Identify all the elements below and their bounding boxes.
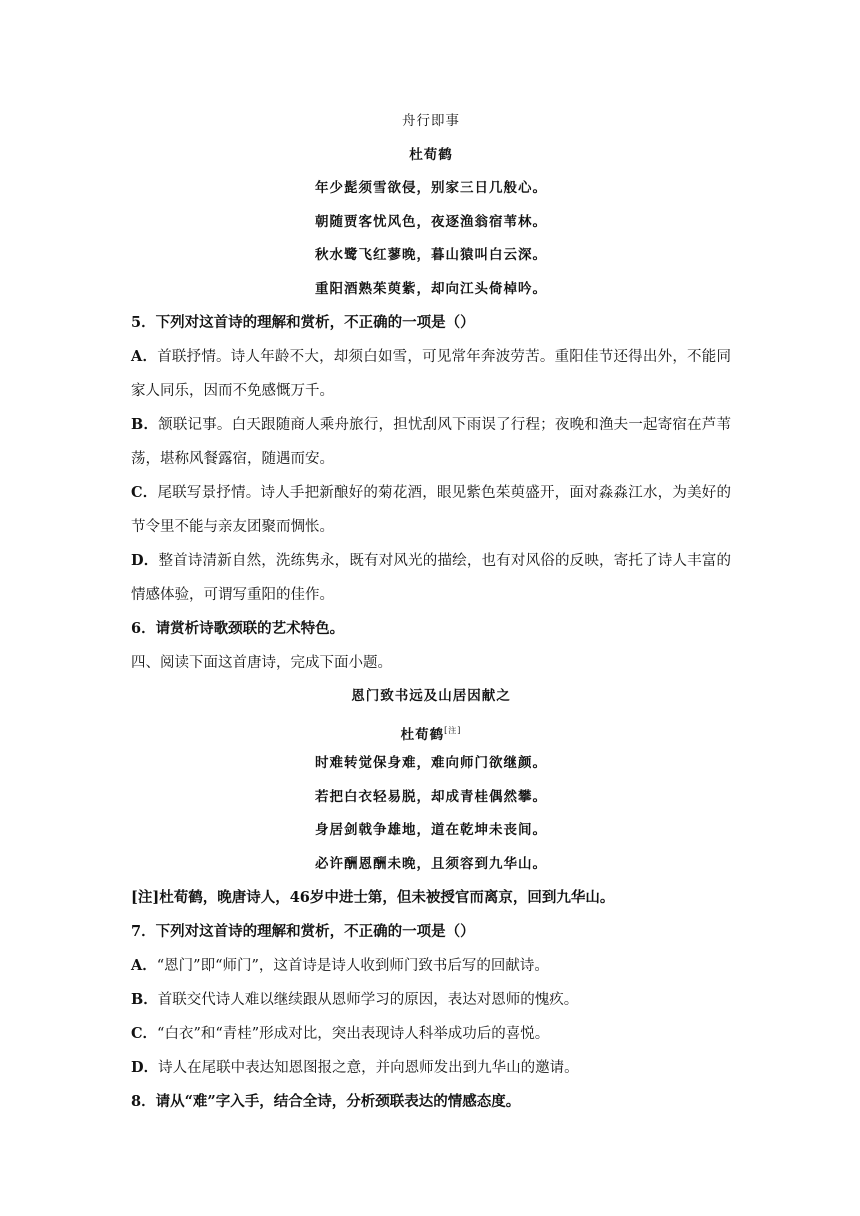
question-6-stem: 6．请赏析诗歌颈联的艺术特色。 — [131, 620, 345, 637]
question-5-option-c — [131, 476, 731, 544]
poem2-note: [注]杜荀鹤，晚唐诗人，46岁中进士第，但未被授官而离京，回到九华山。 — [131, 889, 615, 906]
option-text: “白衣”和“青桂”形成对比，突出表现诗人科举成功后的喜悦。 — [157, 1026, 550, 1042]
poem2-line: 必许酬恩酬未晚，且须容到九华山。 — [315, 855, 547, 872]
option-text: 颔联记事。白天跟随商人乘舟旅行，担忧刮风下雨误了行程；夜晚和渔夫一起寄宿在芦苇荡，堪称风餐露宿，随遇而安。 — [131, 417, 732, 467]
option-text: “恩门”即“师门”，这首诗是诗人收到师门致书后写的回献诗。 — [156, 958, 549, 974]
option-label: A． — [131, 957, 157, 974]
option-text: 首联交代诗人难以继续跟从恩师学习的原因，表达对恩师的愧疚。 — [157, 992, 579, 1008]
question-5-stem: 5．下列对这首诗的理解和赏析，不正确的一项是（） — [131, 314, 475, 331]
poem2-line: 若把白衣轻易脱，却成青桂偶然攀。 — [315, 788, 547, 805]
poem1-line: 朝随贾客忧风色，夜逐渔翁宿苇林。 — [315, 213, 547, 230]
option-label: B． — [131, 416, 159, 433]
option-label: A． — [131, 348, 158, 365]
question-7-option-d — [131, 1051, 731, 1085]
question-5-option-d — [131, 544, 731, 612]
question-7-stem: 7．下列对这首诗的理解和赏析，不正确的一项是（） — [131, 923, 475, 940]
poem2-author-line — [131, 714, 731, 748]
poem1-title: 舟行即事 — [402, 113, 460, 129]
document-page — [131, 105, 731, 1119]
question-5-option-a — [131, 340, 731, 408]
option-label: C． — [131, 1025, 158, 1042]
option-label: D． — [131, 1059, 159, 1076]
question-5-option-b — [131, 408, 731, 476]
option-label: D． — [131, 552, 159, 569]
question-8-stem: 8．请从“难”字入手，结合全诗，分析颈联表达的情感态度。 — [131, 1093, 521, 1110]
option-text: 首联抒情。诗人年龄不大，却须白如雪，可见常年奔波劳苦。重阳佳节还得出外，不能同家人同乐，因而不免感慨万千。 — [131, 349, 731, 399]
poem2-title: 恩门致书远及山居因献之 — [351, 688, 511, 704]
poem2-line: 身居剑戟争雄地，道在乾坤未丧间。 — [315, 822, 547, 838]
question-7-option-b — [131, 983, 731, 1017]
option-text: 诗人在尾联中表达知恩图报之意，并向恩师发出到九华山的邀请。 — [158, 1060, 579, 1076]
option-text: 尾联写景抒情。诗人手把新酿好的菊花酒，眼见紫色茱萸盛开，面对淼淼江水，为美好的节令里不能与亲友团聚而惆怅。 — [131, 485, 731, 535]
option-label: B． — [131, 991, 158, 1008]
poem2-author: 杜荀鹤 — [400, 726, 445, 743]
question-7-option-a — [131, 949, 731, 983]
poem1-line: 重阳酒熟茱萸紫，却向江头倚棹吟。 — [315, 280, 547, 297]
option-label: C． — [131, 484, 158, 501]
poem2-line: 时难转觉保身难，难向师门欲继颜。 — [315, 755, 547, 771]
poem1-line: 年少髭须雪欲侵，别家三日几般心。 — [315, 180, 547, 196]
poem1-author: 杜荀鹤 — [409, 146, 453, 163]
poem2-author-note-marker: [注] — [444, 725, 462, 735]
option-text: 整首诗清新自然，洗练隽永，既有对风光的描绘，也有对风俗的反映，寄托了诗人丰富的情感体验，可谓写重阳的佳作。 — [131, 553, 732, 603]
poem1-line: 秋水鹭飞红蓼晚，暮山猿叫白云深。 — [315, 247, 547, 263]
section-4-heading: 四、阅读下面这首唐诗，完成下面小题。 — [131, 655, 392, 671]
question-7-option-c — [131, 1017, 731, 1051]
